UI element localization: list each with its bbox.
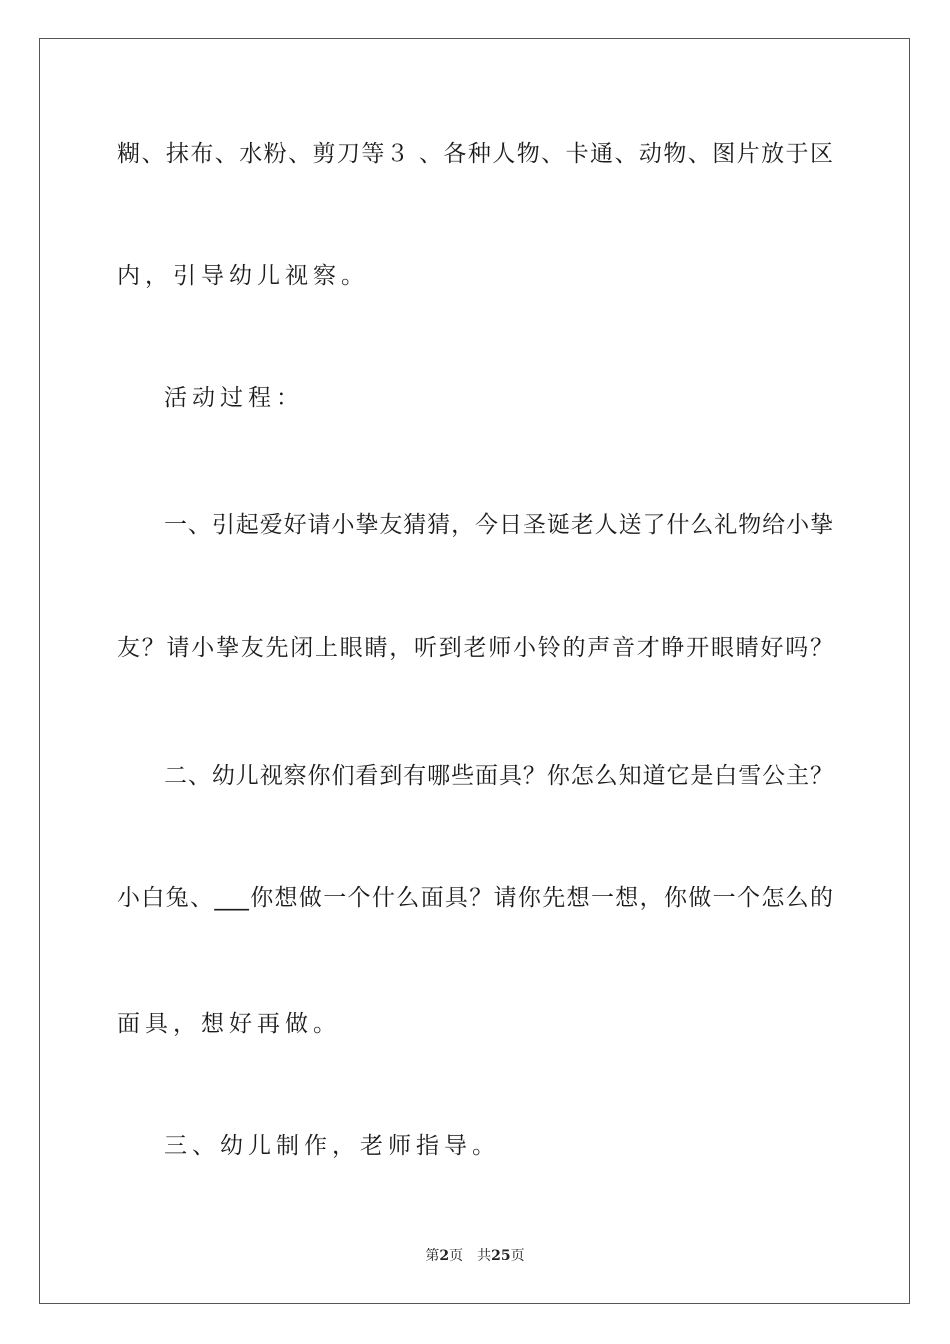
body-line-6: 二、幼儿视察你们看到有哪些面具？你怎么知道它是白雪公主？: [164, 763, 833, 789]
body-line-9: 三、幼儿制作，老师指导。: [164, 1133, 500, 1159]
page-footer: [0, 1246, 950, 1266]
body-line-8: 面具，想好再做。: [117, 1011, 341, 1037]
body-line-7: 小白兔、___你想做一个什么面具？请你先想一想，你做一个怎么的: [117, 885, 833, 911]
footer-page-number: 2: [439, 1248, 450, 1264]
footer-page-suffix: 页: [449, 1248, 464, 1264]
footer-total-prefix: 共: [477, 1248, 492, 1264]
body-line-5: 友？请小挚友先闭上眼睛，听到老师小铃的声音才睁开眼睛好吗？: [117, 635, 833, 661]
section-heading-activity-process: 活动过程：: [164, 385, 304, 411]
body-line-4: 一、引起爱好请小挚友猜猜，今日圣诞老人送了什么礼物给小挚: [164, 512, 833, 538]
footer-total-pages: 25: [491, 1248, 511, 1264]
body-line-1: 糊、抹布、水粉、剪刀等３ 、各种人物、卡通、动物、图片放于区: [117, 141, 833, 167]
body-line-2: 内，引导幼儿视察。: [117, 263, 369, 289]
page-border: [39, 38, 910, 1304]
footer-page-prefix: 第: [425, 1248, 440, 1264]
footer-total-suffix: 页: [510, 1248, 525, 1264]
